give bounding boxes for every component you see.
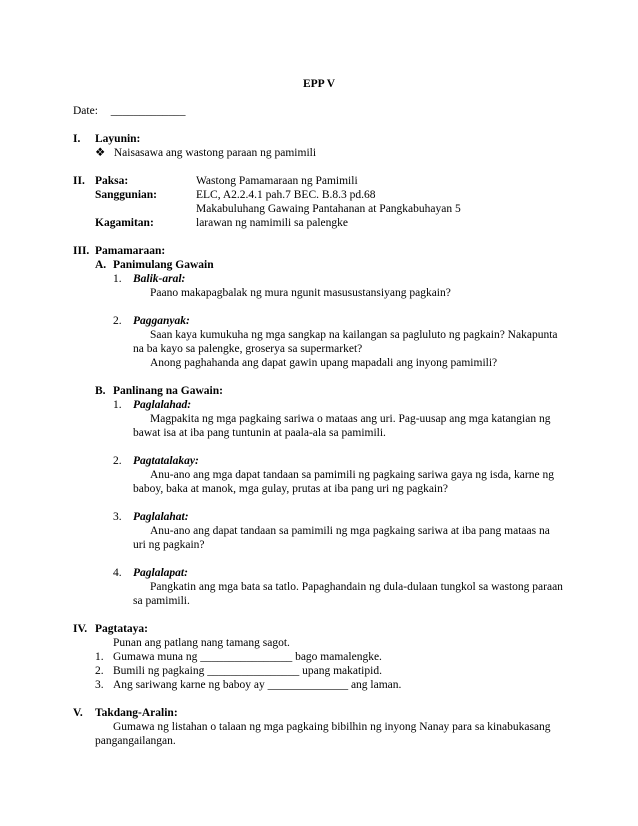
diamond-bullet-icon: ❖	[95, 147, 106, 159]
b1-line-2: bawat isa at iba pang tuntunin at paala-ala sa pamimili.	[133, 427, 386, 439]
subsection-b-heading: Panlinang na Gawain:	[113, 385, 223, 397]
a2-line-3: Anong paghahanda ang dapat gawin upang mapadali ang inyong pamimili?	[150, 357, 498, 369]
section-1-heading: Layunin:	[95, 133, 141, 145]
section-4-number: IV.	[73, 623, 88, 635]
assessment-item-2-text: Bumili ng pagkaing ________________ upang makatipid.	[113, 665, 382, 677]
date-blank: _____________	[110, 105, 186, 117]
a1-heading: Balik-aral:	[133, 273, 186, 285]
paksa-value: Wastong Pamamaraan ng Pamimili	[196, 175, 358, 187]
section-3-heading: Pamamaraan:	[95, 245, 166, 257]
b3-line-2: uri ng pagkain?	[133, 539, 205, 551]
b1-number: 1.	[113, 399, 122, 411]
date-label: Date:	[73, 105, 98, 117]
sanggunian-value-1: ELC, A2.2.4.1 pah.7 BEC. B.8.3 pd.68	[196, 189, 376, 201]
a2-heading: Pagganyak:	[133, 315, 190, 327]
subsection-b-label: B.	[95, 385, 106, 397]
section-3-number: III.	[73, 245, 90, 257]
assessment-item-1-number: 1.	[95, 651, 104, 663]
b3-heading: Paglalahat:	[133, 511, 189, 523]
assessment-item-3-text: Ang sariwang karne ng baboy ay ______________ ang laman.	[113, 679, 402, 691]
b1-heading: Paglalahad:	[133, 399, 192, 411]
assignment-line-2: pangangailangan.	[95, 735, 176, 747]
kagamitan-value: larawan ng namimili sa palengke	[196, 217, 349, 229]
sanggunian-value-2: Makabuluhang Gawaing Pantahanan at Pangkabuhayan 5	[196, 203, 461, 215]
b1-line-1: Magpakita ng mga pagkaing sariwa o mataas ang uri. Pag-uusap ang mga katangian ng	[150, 413, 551, 425]
section-5-heading: Takdang-Aralin:	[95, 707, 178, 719]
assessment-instruction: Punan ang patlang nang tamang sagot.	[113, 637, 290, 649]
b2-line-1: Anu-ano ang mga dapat tandaan sa pamimili ng pagkaing sariwa gaya ng isda, karne ng	[150, 469, 554, 481]
assessment-item-2-number: 2.	[95, 665, 104, 677]
a2-line-2: na ba kayo sa palengke, groserya sa supermarket?	[133, 343, 363, 355]
objective-text: Naisasawa ang wastong paraan ng pamimili	[113, 147, 317, 159]
subsection-a-heading: Panimulang Gawain	[113, 259, 214, 271]
b4-heading: Paglalapat:	[133, 567, 188, 579]
b2-line-2: baboy, baka at manok, mga gulay, prutas at iba pang uri ng pagkain?	[133, 483, 448, 495]
b3-line-1: Anu-ano ang dapat tandaan sa pamimili ng mga pagkaing sariwa at iba pang mataas na	[150, 525, 550, 537]
paksa-label: Paksa:	[95, 175, 129, 187]
a2-number: 2.	[113, 315, 122, 327]
a1-number: 1.	[113, 273, 122, 285]
section-4-heading: Pagtataya:	[95, 623, 149, 635]
sanggunian-label: Sanggunian:	[95, 189, 158, 201]
a2-line-1: Saan kaya kumukuha ng mga sangkap na kailangan sa pagluluto ng pagkain? Nakapunta	[150, 329, 558, 341]
section-5-number: V.	[73, 707, 83, 719]
b2-heading: Pagtatalakay:	[133, 455, 199, 467]
assignment-line-1: Gumawa ng listahan o talaan ng mga pagkaing bibilhin ng inyong Nanay para sa kinabukasang	[113, 721, 551, 733]
b4-number: 4.	[113, 567, 122, 579]
assessment-item-3-number: 3.	[95, 679, 104, 691]
b2-number: 2.	[113, 455, 122, 467]
page-title: EPP V	[302, 78, 336, 90]
a1-text: Paano makapagbalak ng mura ngunit masusustansiyang pagkain?	[150, 287, 451, 299]
kagamitan-label: Kagamitan:	[95, 217, 154, 229]
objective-bullet-item	[95, 146, 316, 160]
date-line	[73, 104, 186, 118]
b4-line-2: sa pamimili.	[133, 595, 190, 607]
section-2-number: II.	[73, 175, 85, 187]
section-1-number: I.	[73, 133, 81, 145]
b4-line-1: Pangkatin ang mga bata sa tatlo. Papaghandain ng dula-dulaan tungkol sa wastong paraan	[150, 581, 563, 593]
assessment-item-1-text: Gumawa muna ng ________________ bago mamalengke.	[113, 651, 382, 663]
subsection-a-label: A.	[95, 259, 107, 271]
b3-number: 3.	[113, 511, 122, 523]
